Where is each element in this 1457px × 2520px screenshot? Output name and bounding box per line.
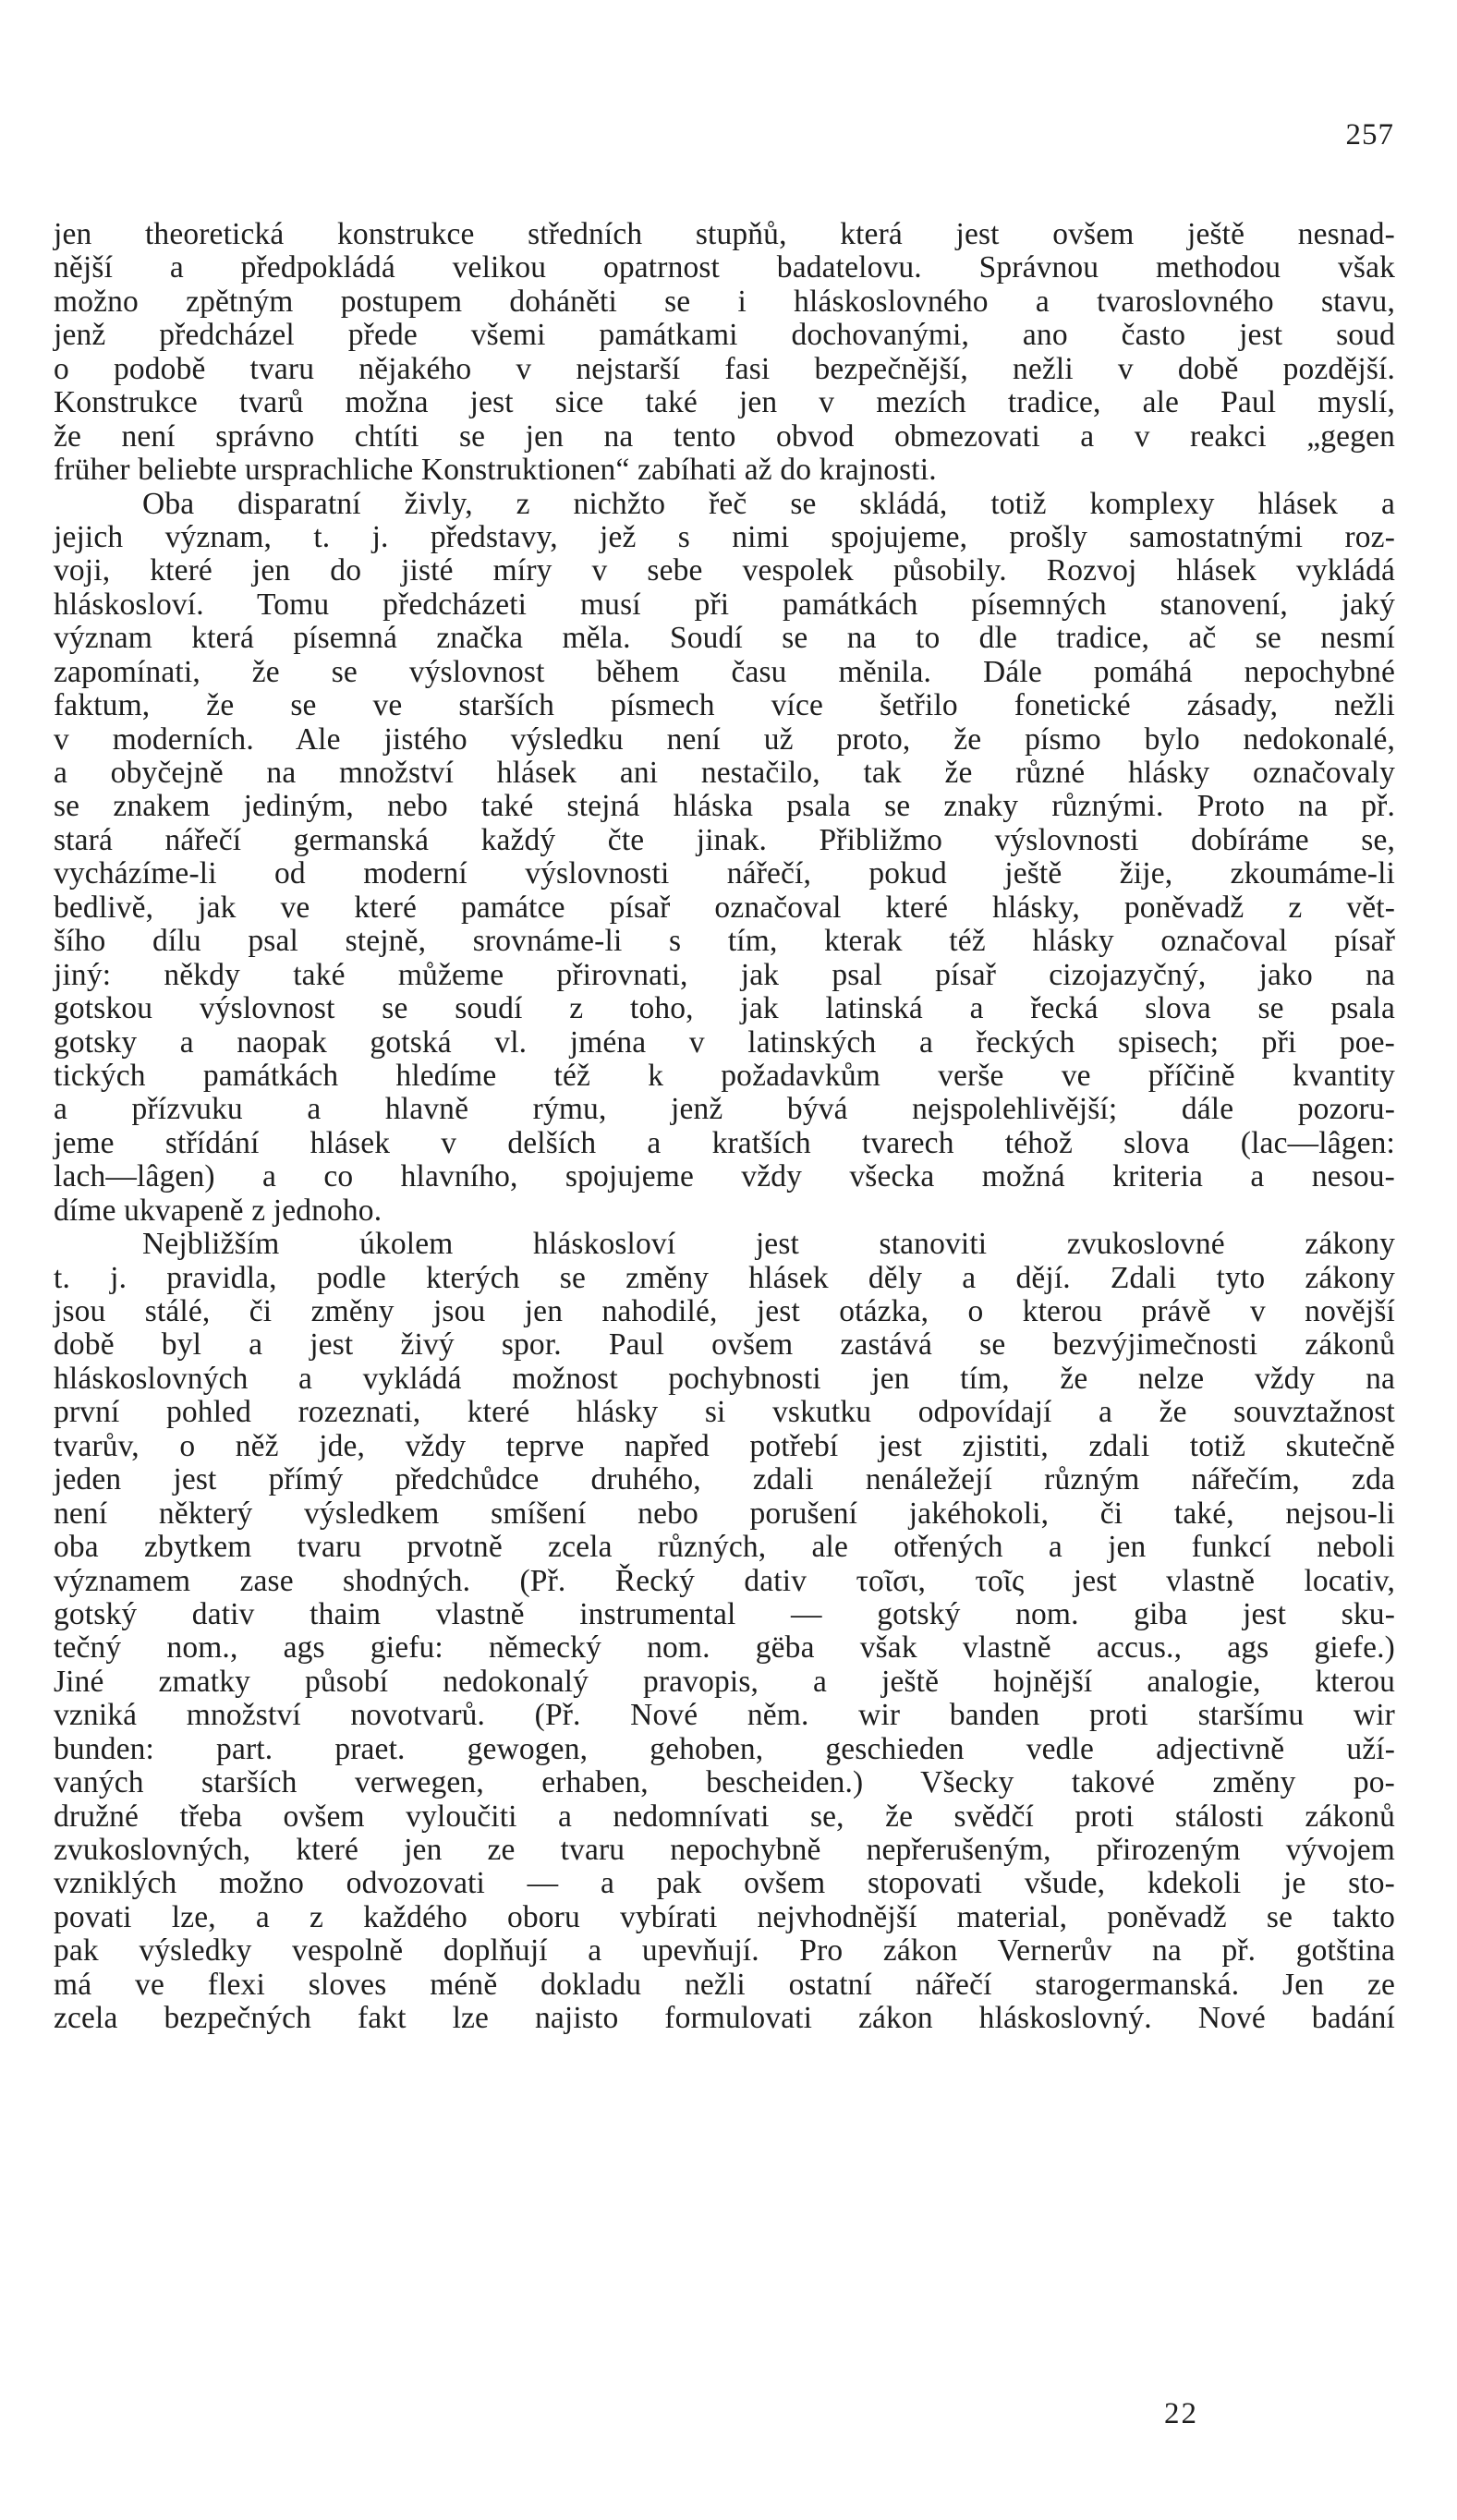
text-line: má ve flexi sloves méně dokladu nežli ostatní nářečí starogermanská. Jen ze bbox=[54, 1967, 1395, 2002]
text-line: vycházíme-li od moderní výslovnosti nářečí, pokud ještě žije, zkoumáme-li bbox=[54, 856, 1395, 891]
signature-mark: 22 bbox=[1164, 2397, 1198, 2430]
text-line: zvukoslovných, které jen ze tvaru nepochybně nepřerušeným, přirozeným vývojem bbox=[54, 1833, 1395, 1867]
text-line: Jiné zmatky působí nedokonalý pravopis, a ještě hojnější analogie, kterou bbox=[54, 1664, 1395, 1699]
text-line: jenž předcházel přede všemi památkami dochovanými, ano často jest soud bbox=[54, 318, 1395, 353]
page-number: 257 bbox=[1345, 118, 1394, 151]
text-line: t. j. pravidla, podle kterých se změny hlásek děly a dějí. Zdali tyto zákony bbox=[54, 1260, 1395, 1295]
text-line: tvarův, o něž jde, vždy teprve napřed potřebí jest zjistiti, zdali totiž skutečně bbox=[54, 1428, 1395, 1463]
text-line: se znakem jediným, nebo také stejná hláska psala se znaky různými. Proto na př. bbox=[54, 789, 1395, 824]
text-line: význam která písemná značka měla. Soudí se na to dle tradice, ač se nesmí bbox=[54, 621, 1395, 656]
text-line: šího dílu psal stejně, srovnáme-li s tím, kterak též hlásky označoval písař bbox=[54, 924, 1395, 959]
text-line: hláskosloví. Tomu předcházeti musí při památkách písemných stanovení, jaký bbox=[54, 587, 1395, 622]
text-line: zapomínati, že se výslovnost během času měnila. Dále pomáhá nepochybné bbox=[54, 654, 1395, 689]
text-line: jen theoretická konstrukce středních stupňů, která jest ovšem ještě nesnad- bbox=[54, 217, 1395, 251]
paragraph-start-line: Nejbližším úkolem hláskosloví jest stanoviti zvukoslovné zákony bbox=[142, 1227, 1395, 1262]
text-line: v moderních. Ale jistého výsledku není už proto, že písmo bylo nedokonalé, bbox=[54, 721, 1395, 757]
text-line: možno zpětným postupem doháněti se i hláskoslovného a tvaroslovného stavu, bbox=[54, 284, 1395, 319]
text-line: Konstrukce tvarů možna jest sice také jen v mezích tradice, ale Paul myslí, bbox=[54, 385, 1395, 420]
text-line: faktum, že se ve starších písmech více šetřilo fonetické zásady, nežli bbox=[54, 688, 1395, 723]
text-line: oba zbytkem tvaru prvotně zcela různých, ale otřených a jen funkcí neboli bbox=[54, 1530, 1395, 1565]
text-line: vaných starších verwegen, erhaben, bescheiden.) Všecky takové změny po- bbox=[54, 1765, 1395, 1800]
text-line: není některý výsledkem smíšení nebo porušení jakéhokoli, či také, nejsou-li bbox=[54, 1496, 1395, 1531]
text-line: hláskoslovných a vykládá možnost pochybnosti jen tím, že nelze vždy na bbox=[54, 1361, 1395, 1396]
text-line: tečný nom., ags giefu: německý nom. gëba však vlastně accus., ags giefe.) bbox=[54, 1630, 1395, 1666]
text-line: gotskou výslovnost se soudí z toho, jak latinská a řecká slova se psala bbox=[54, 991, 1395, 1026]
text-line: díme ukvapeně z jednoho. bbox=[54, 1193, 382, 1228]
text-line: gotsky a naopak gotská vl. jména v latinských a řeckých spisech; při poe- bbox=[54, 1024, 1395, 1060]
text-line: voji, které jen do jisté míry v sebe vespolek působily. Rozvoj hlásek vykládá bbox=[54, 553, 1395, 588]
text-line: gotský dativ thaim vlastně instrumental — gotský nom. giba jest sku- bbox=[54, 1596, 1395, 1631]
text-line: pak výsledky vespolně doplňují a upevňují. Pro zákon Vernerův na př. gotština bbox=[54, 1933, 1395, 1969]
text-line: tických památkách hledíme též k požadavkům verše ve příčině kvantity bbox=[54, 1058, 1395, 1093]
text-line: jsou stálé, či změny jsou jen nahodilé, jest otázka, o kterou právě v novější bbox=[54, 1294, 1395, 1328]
text-line: že není správno chtíti se jen na tento obvod obmezovati a v reakci „gegen bbox=[54, 418, 1395, 454]
text-line: první pohled rozeznati, které hlásky si vskutku odpovídají a že souvztažnost bbox=[54, 1395, 1395, 1430]
text-line: době byl a jest živý spor. Paul ovšem zastává se bezvýjimečnosti zákonů bbox=[54, 1327, 1395, 1363]
text-line: bunden: part. praet. gewogen, gehoben, geschieden vedle adjectivně uží- bbox=[54, 1731, 1395, 1766]
body-text bbox=[54, 218, 1395, 2036]
text-line: vzniká množství novotvarů. (Př. Nové něm. wir banden proti staršímu wir bbox=[54, 1698, 1395, 1733]
text-line: jiný: někdy také můžeme přirovnati, jak psal písař cizojazyčný, jako na bbox=[54, 957, 1395, 992]
text-line: lach—lâgen) a co hlavního, spojujeme vždy všecka možná kriteria a nesou- bbox=[54, 1159, 1395, 1194]
text-line: jeme střídání hlásek v delších a kratších tvarech téhož slova (lac—lâgen: bbox=[54, 1125, 1395, 1160]
paragraph-start-line: Oba disparatní živly, z nichžto řeč se skládá, totiž komplexy hlásek a bbox=[142, 486, 1395, 521]
text-line: o podobě tvaru nějakého v nejstarší fasi bezpečnější, nežli v době pozdější. bbox=[54, 351, 1395, 386]
text-line: früher beliebte ursprachliche Konstruktionen“ zabíhati až do krajnosti. bbox=[54, 453, 937, 488]
text-line: povati lze, a z každého oboru vybírati nejvhodnější material, poněvadž se takto bbox=[54, 1899, 1395, 1934]
text-line: nější a předpokládá velikou opatrnost badatelovu. Správnou methodou však bbox=[54, 250, 1395, 285]
text-line: bedlivě, jak ve které památce písař označoval které hlásky, poněvadž z vět- bbox=[54, 890, 1395, 925]
text-line: zcela bezpečných fakt lze najisto formulovati zákon hláskoslovný. Nové badání bbox=[54, 2001, 1395, 2036]
text-line: stará nářečí germanská každý čte jinak. Přibližmo výslovnosti dobíráme se, bbox=[54, 822, 1395, 857]
text-line: a přízvuku a hlavně rýmu, jenž bývá nejspolehlivější; dále pozoru- bbox=[54, 1092, 1395, 1127]
text-line: jeden jest přímý předchůdce druhého, zdali nenáležejí různým nářečím, zda bbox=[54, 1462, 1395, 1497]
text-line: významem zase shodných. (Př. Řecký dativ τοῖσι, τοῖς jest vlastně locativ, bbox=[54, 1563, 1395, 1598]
text-line: vzniklých možno odvozovati — a pak ovšem stopovati všude, kdekoli je sto- bbox=[54, 1866, 1395, 1901]
text-line: jejich význam, t. j. představy, jež s nimi spojujeme, prošly samostatnými roz- bbox=[54, 519, 1395, 554]
text-line: a obyčejně na množství hlásek ani nestačilo, tak že různé hlásky označovaly bbox=[54, 756, 1395, 790]
text-line: družné třeba ovšem vyloučiti a nedomnívati se, že svědčí proti stálosti zákonů bbox=[54, 1799, 1395, 1834]
